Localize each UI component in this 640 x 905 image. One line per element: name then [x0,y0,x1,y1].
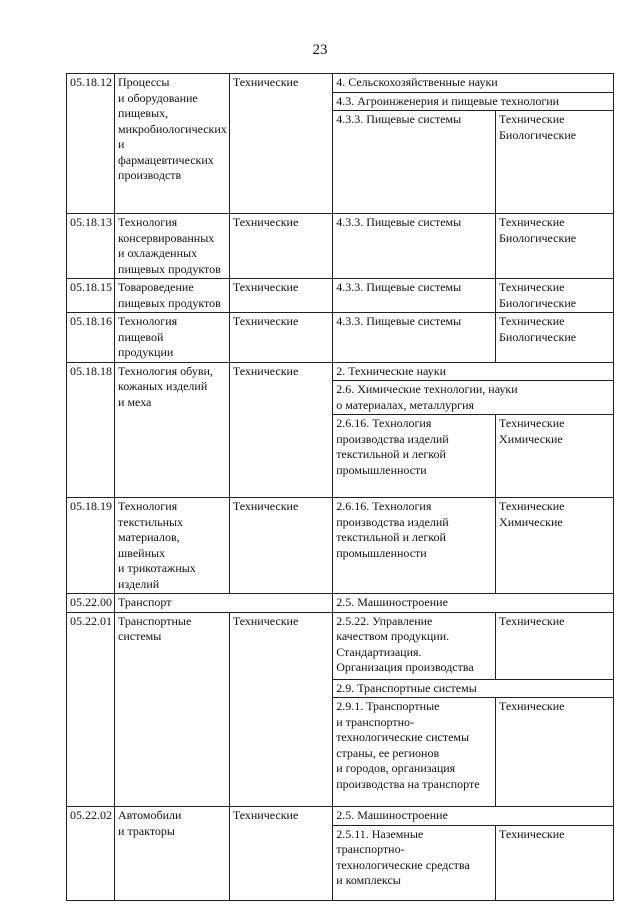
science-group-cell: Технические [229,313,332,363]
science-group-cell: Технические [229,498,332,594]
old-name-cell: Автомобили и тракторы [115,807,230,901]
page-number: 23 [312,42,328,58]
science-subarea-heading: 2.6. Химические технологии, науки о материалах, металлургия [333,381,614,415]
old-name-cell: Технология текстильных материалов, швейных и трикотажных изделий [115,498,230,594]
new-specialty-cell: 4.3.3. Пищевые системы [333,111,496,214]
old-name-cell: Технология пищевой продукции [115,313,230,363]
science-branch-cell: Технические Биологические [496,214,614,279]
science-group-cell: Технические [229,74,332,214]
table-row [67,279,614,313]
specialty-table [66,73,614,901]
science-branch-cell: Технические Биологические [496,111,614,214]
table-row [67,214,614,279]
science-subarea-heading: 2.5. Машиностроение [333,807,614,826]
old-code-cell: 05.18.19 [67,498,115,594]
old-code-cell: 05.18.16 [67,313,115,363]
old-code-cell: 05.22.01 [67,612,115,807]
new-specialty-cell: 4.3.3. Пищевые системы [333,214,496,279]
new-specialty-cell: 2.9.1. Транспортные и транспортно- технологические системы страны, ее регионов и городов, организация производства на транспорте [333,698,496,807]
old-code-cell: 05.18.15 [67,279,115,313]
old-name-cell: Процессы и оборудование пищевых, микробиологических и фармацевтических производств [115,74,230,214]
science-branch-cell: Технические Биологические [496,313,614,363]
science-group-cell: Технические [229,279,332,313]
science-branch-cell: Технические Биологические [496,279,614,313]
old-name-cell: Технология обуви, кожаных изделий и меха [115,362,230,498]
science-subarea-heading: 2.5. Машиностроение [333,594,614,613]
science-group-cell: Технические [229,612,332,807]
table-row [67,594,614,613]
new-specialty-cell: 2.6.16. Технология производства изделий текстильной и легкой промышленности [333,498,496,594]
old-name-cell: Транспортные системы [115,612,230,807]
science-subarea-heading: 4.3. Агроинженерия и пищевые технологии [333,92,614,111]
science-group-cell: Технические [229,807,332,901]
new-specialty-cell: 4.3.3. Пищевые системы [333,279,496,313]
science-branch-cell: Технические Химические [496,415,614,498]
old-name-cell: Технология консервированных и охлажденных пищевых продуктов [115,214,230,279]
science-area-heading: 4. Сельскохозяйственные науки [333,74,614,93]
old-code-cell: 05.18.12 [67,74,115,214]
table-row [67,612,614,679]
science-branch-cell: Технические Химические [496,498,614,594]
new-specialty-cell: 2.6.16. Технология производства изделий текстильной и легкой промышленности [333,415,496,498]
old-name-cell: Транспорт [115,594,333,613]
science-group-cell: Технические [229,362,332,498]
science-branch-cell: Технические [496,612,614,679]
new-specialty-cell: 4.3.3. Пищевые системы [333,313,496,363]
old-code-cell: 05.22.00 [67,594,115,613]
science-branch-cell: Технические [496,825,614,900]
table-row [67,362,614,381]
new-specialty-cell: 2.5.11. Наземные транспортно- технологические средства и комплексы [333,825,496,900]
science-area-heading: 2. Технические науки [333,362,614,381]
table-row [67,74,614,93]
new-specialty-cell: 2.5.22. Управление качеством продукции. Стандартизация. Организация производства [333,612,496,679]
old-code-cell: 05.18.13 [67,214,115,279]
old-code-cell: 05.22.02 [67,807,115,901]
table-row [67,807,614,826]
science-subarea-heading: 2.9. Транспортные системы [333,679,614,698]
table-row [67,498,614,594]
old-code-cell: 05.18.18 [67,362,115,498]
table-row [67,313,614,363]
science-group-cell: Технические [229,214,332,279]
old-name-cell: Товароведение пищевых продуктов [115,279,230,313]
science-branch-cell: Технические [496,698,614,807]
